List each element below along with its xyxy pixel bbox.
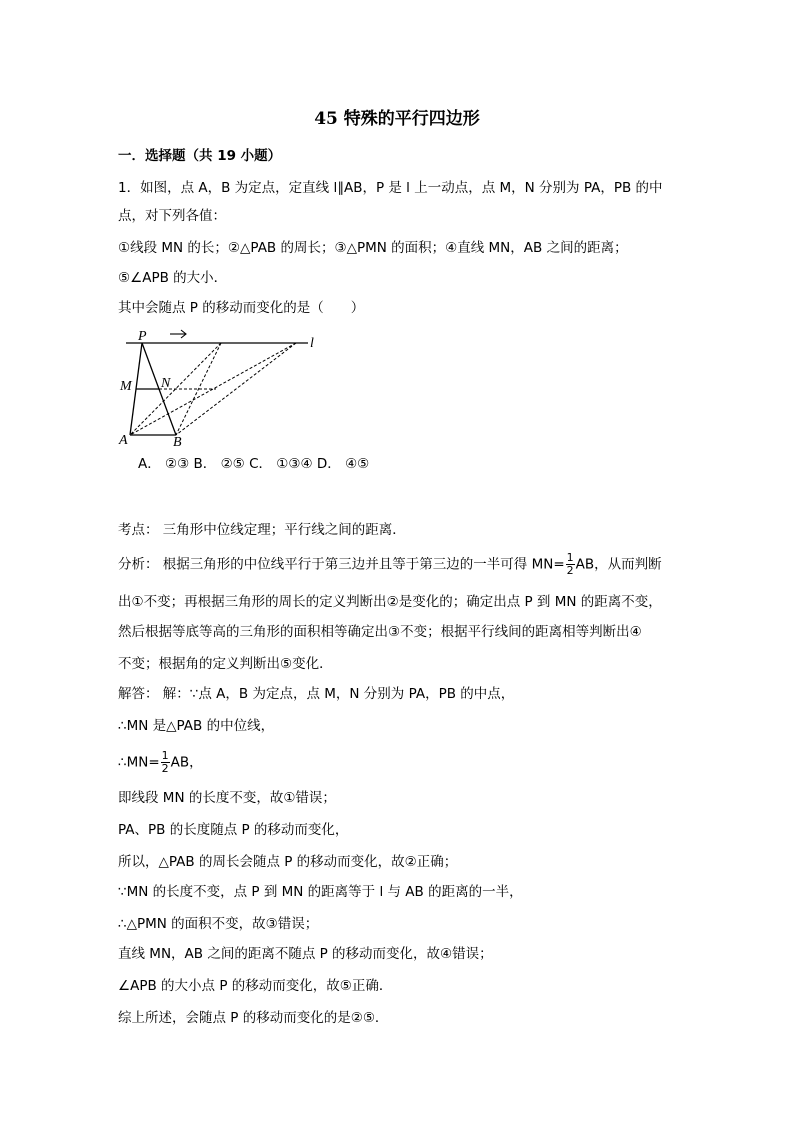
question-items-line1: ①线段 MN 的长；②△PAB 的周长；③△PMN 的面积；④直线 MN，AB 之间的距离； — [118, 240, 628, 256]
question-stem-line2: 点，对下列各值： — [118, 208, 226, 224]
label-B: B — [173, 435, 182, 449]
label-l: l — [310, 336, 314, 351]
fraction-numerator: 1 — [566, 551, 574, 564]
jieda-3-post: AB， — [170, 754, 203, 771]
fenxi-line4: 不变；根据角的定义判断出⑤变化． — [118, 656, 333, 672]
fenxi-text-pre: 分析： 根据三角形的中位线平行于第三边并且等于第三边的一半可得 MN= — [118, 556, 565, 573]
jieda-line1: 解答： 解：∵点 A，B 为定点，点 M，N 分别为 PA，PB 的中点， — [118, 686, 515, 702]
fenxi-line2: 出①不变；再根据三角形的周长的定义判断出②是变化的；确定出点 P 到 MN 的距离不变， — [118, 594, 662, 610]
jieda-line8: ∴△PMN 的面积不变，故③错误； — [118, 916, 319, 932]
fenxi-text-post: AB，从而判断 — [575, 556, 662, 573]
answer-options: A． ②③ B． ②⑤ C． ①③④ D． ④⑤ — [138, 456, 370, 472]
jieda-line2: ∴MN 是△PAB 的中位线， — [118, 718, 275, 734]
question-ask: 其中会随点 P 的移动而变化的是（ ） — [118, 300, 365, 316]
jieda-line11: 综上所述，会随点 P 的移动而变化的是②⑤． — [118, 1010, 389, 1026]
fraction-denominator: 2 — [566, 564, 574, 577]
label-P: P — [138, 329, 147, 344]
jieda-line9: 直线 MN，AB 之间的距离不随点 P 的移动而变化，故④错误； — [118, 946, 493, 962]
fenxi-line3: 然后根据等底等高的三角形的面积相等确定出③不变；根据平行线间的距离相等判断出④ — [118, 624, 642, 640]
jieda-line6: 所以，△PAB 的周长会随点 P 的移动而变化，故②正确； — [118, 854, 458, 870]
jieda-line10: ∠APB 的大小点 P 的移动而变化，故⑤正确． — [118, 978, 393, 994]
jieda-line3 — [118, 750, 203, 775]
question-items-line2: ⑤∠APB 的大小． — [118, 270, 228, 286]
jieda-line4: 即线段 MN 的长度不变，故①错误； — [118, 790, 336, 806]
kaodian: 考点： 三角形中位线定理；平行线之间的距离． — [118, 522, 406, 538]
fraction-one-half-2 — [161, 750, 170, 775]
page-title: 45 特殊的平行四边形 — [314, 109, 480, 129]
label-M: M — [120, 379, 132, 394]
fraction-numerator: 1 — [161, 749, 169, 762]
fraction-denominator: 2 — [161, 762, 169, 775]
label-A: A — [119, 433, 128, 448]
geometry-figure — [116, 324, 326, 449]
label-N: N — [161, 376, 171, 391]
fenxi-line1 — [118, 552, 662, 577]
jieda-line7: ∵MN 的长度不变，点 P 到 MN 的距离等于 l 与 AB 的距离的一半， — [118, 884, 523, 900]
section-heading: 一．选择题（共 19 小题） — [118, 148, 282, 164]
jieda-line5: PA、PB 的长度随点 P 的移动而变化， — [118, 822, 349, 838]
question-stem-line1: 1．如图，点 A，B 为定点，定直线 l∥AB，P 是 l 上一动点，点 M，N 分别为 PA，PB 的中 — [118, 180, 663, 196]
jieda-3-pre: ∴MN= — [118, 754, 160, 771]
fraction-one-half — [566, 552, 575, 577]
